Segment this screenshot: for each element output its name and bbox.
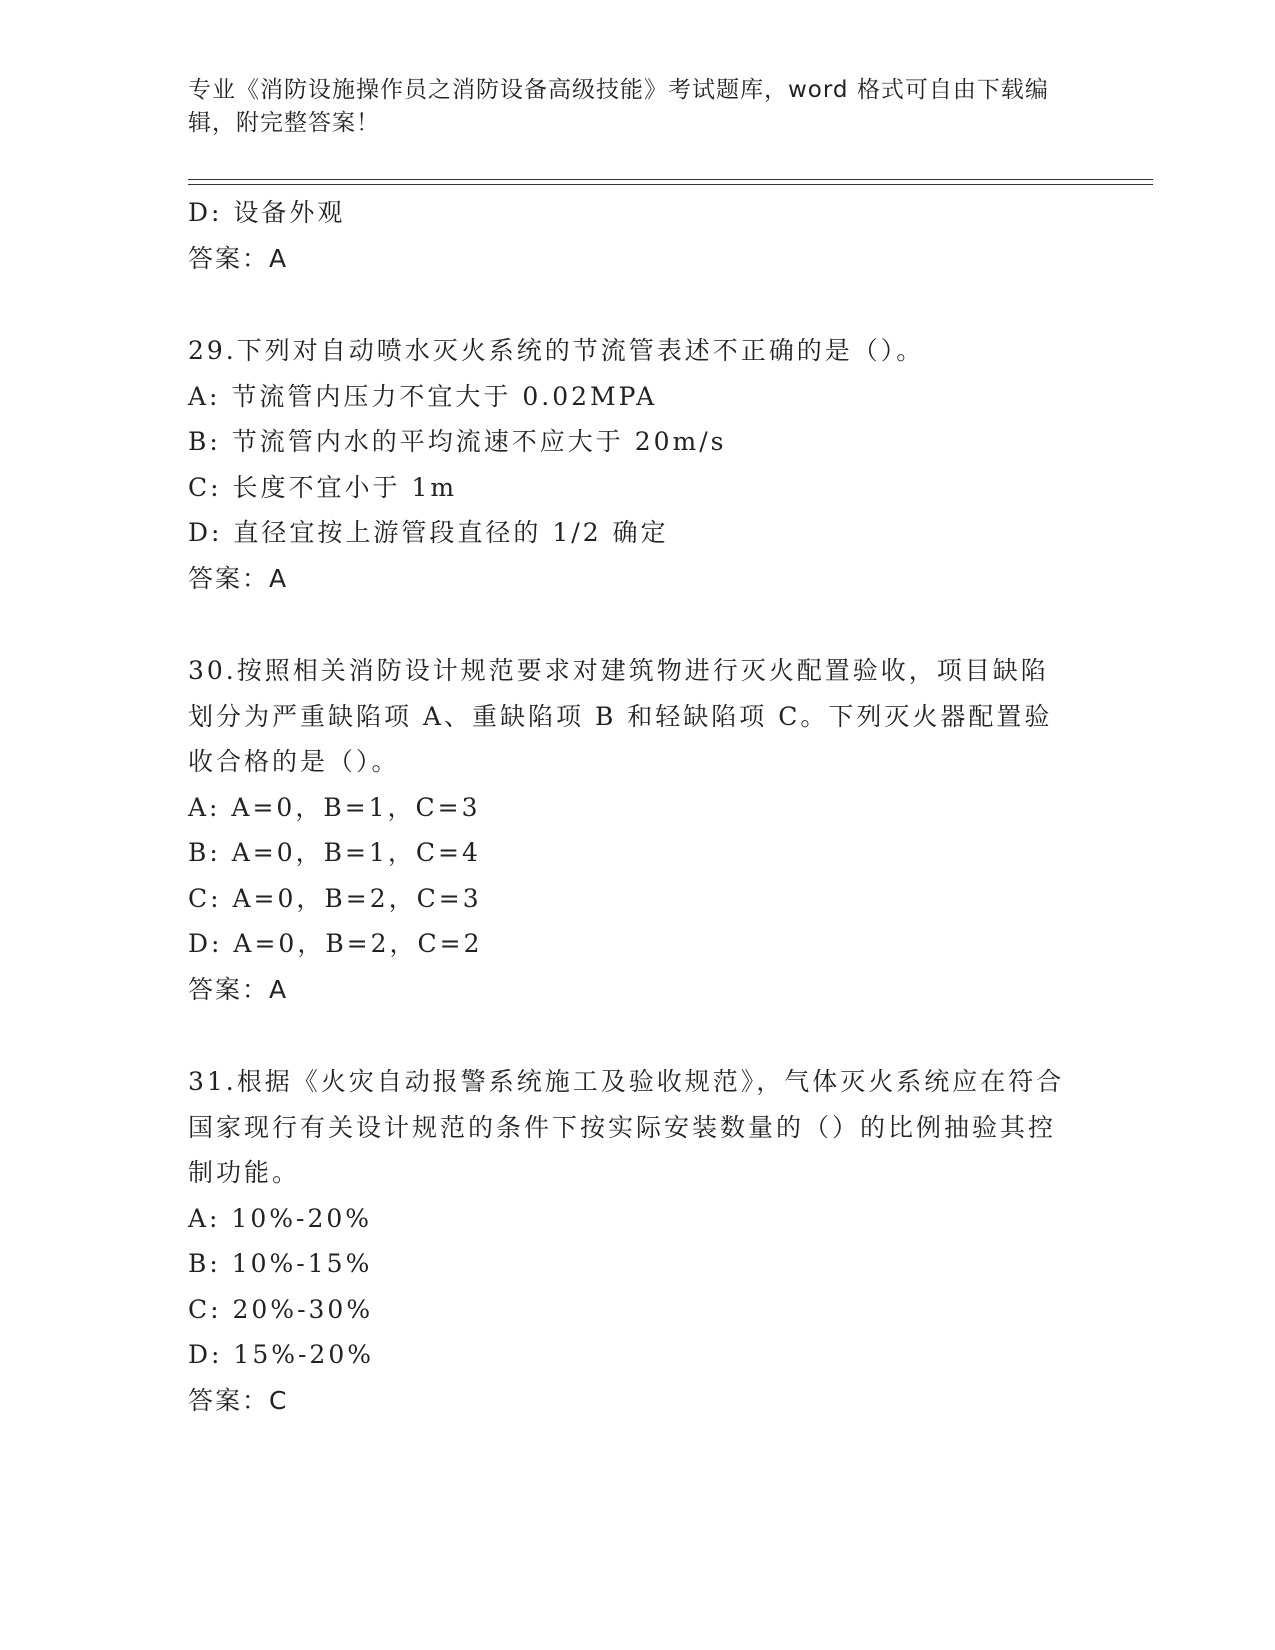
- question-31: [188, 1059, 1088, 1423]
- option-d: D: 直径宜按上游管段直径的 1/2 确定: [188, 518, 669, 547]
- page-header: 专业《消防设施操作员之消防设备高级技能》考试题库，word 格式可自由下载编辑，附完整答案！: [188, 77, 1049, 136]
- spacer: [188, 281, 1088, 328]
- option-d: D: A=0，B=2，C=2: [188, 929, 483, 958]
- question-29: [188, 328, 1088, 601]
- option-d: D: 设备外观: [188, 198, 346, 227]
- question-stem: 30.按照相关消防设计规范要求对建筑物进行灭火配置验收，项目缺陷划分为严重缺陷项 A、重缺陷项 B 和轻缺陷项 C。下列灭火器配置验收合格的是（）。: [188, 656, 1053, 776]
- option-b: B: 节流管内水的平均流速不应大于 20m/s: [188, 427, 727, 456]
- option-c: C: 20%-30%: [188, 1294, 374, 1324]
- answer-line: 答案：A: [188, 563, 289, 593]
- answer-line: 答案：C: [188, 1385, 289, 1415]
- question-stem: 29.下列对自动喷水灭火系统的节流管表述不正确的是（）。: [188, 336, 925, 365]
- question-stem: 31.根据《火灾自动报警系统施工及验收规范》，气体灭火系统应在符合国家现行有关设计规范的条件下按实际安装数量的（）的比例抽验其控制功能。: [188, 1067, 1065, 1187]
- spacer: [188, 1012, 1088, 1059]
- option-a: A: 节流管内压力不宜大于 0.02MPA: [188, 381, 658, 411]
- header-rule-top: [188, 179, 1153, 180]
- option-c: C: 长度不宜小于 1m: [188, 472, 458, 502]
- answer-line: 答案：A: [188, 974, 289, 1004]
- option-d: D: 15%-20%: [188, 1340, 374, 1369]
- option-a: A: A=0，B=1，C=3: [188, 792, 481, 822]
- option-a: A: 10%-20%: [188, 1203, 373, 1233]
- spacer: [188, 601, 1088, 648]
- header-rule-bottom: [188, 184, 1153, 185]
- question-list: [188, 190, 1088, 1423]
- answer-line: 答案：A: [188, 243, 289, 273]
- option-c: C: A=0，B=2，C=3: [188, 883, 482, 913]
- option-b: B: A=0，B=1，C=4: [188, 838, 481, 867]
- option-b: B: 10%-15%: [188, 1249, 373, 1278]
- question-30: [188, 648, 1088, 1012]
